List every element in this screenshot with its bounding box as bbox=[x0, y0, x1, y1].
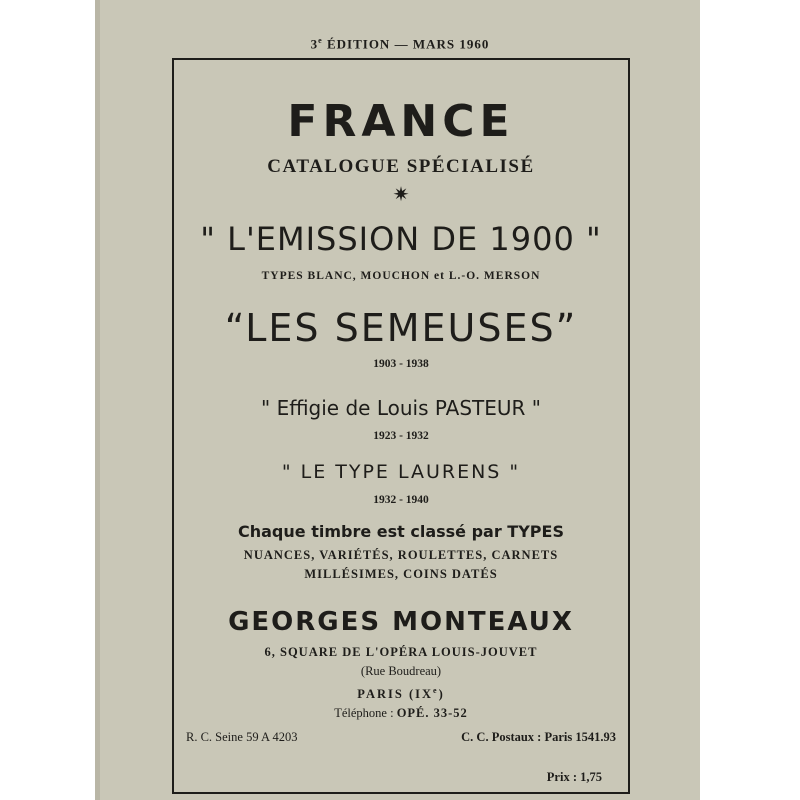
semeuses-title: “LES SEMEUSES” bbox=[224, 306, 578, 350]
classification-line-2: MILLÉSIMES, COINS DATÉS bbox=[304, 567, 498, 581]
edition-date: ÉDITION — MARS 1960 bbox=[322, 36, 490, 52]
publisher-city bbox=[174, 686, 628, 702]
postal-account: C. C. Postaux : Paris 1541.93 bbox=[461, 730, 616, 744]
cover-frame bbox=[172, 58, 630, 794]
pasteur-title: " Effigie de Louis PASTEUR " bbox=[261, 396, 541, 420]
publisher-name: GEORGES MONTEAUX bbox=[228, 607, 574, 637]
price-label: Prix : 1,75 bbox=[546, 770, 602, 784]
laurens-dates: 1932 - 1940 bbox=[373, 494, 429, 506]
star-ornament-icon: ✷ bbox=[392, 182, 410, 206]
catalogue-cover bbox=[100, 0, 700, 800]
edition-number: 3 bbox=[310, 36, 319, 52]
phone-number: OPÉ. 33-52 bbox=[396, 706, 468, 720]
pasteur-dates: 1923 - 1932 bbox=[373, 430, 429, 442]
cover-subtitle: CATALOGUE SPÉCIALISÉ bbox=[267, 156, 535, 177]
phone-label: Téléphone : bbox=[334, 706, 397, 720]
registry-number: R. C. Seine 59 A 4203 bbox=[186, 730, 298, 744]
city-end: ) bbox=[438, 687, 445, 702]
emission-title: " L'EMISSION DE 1900 " bbox=[200, 220, 602, 258]
classification-headline: Chaque timbre est classé par TYPES bbox=[238, 522, 564, 541]
publisher-street: (Rue Boudreau) bbox=[360, 664, 442, 678]
laurens-title: " LE TYPE LAURENS " bbox=[281, 461, 521, 483]
edition-line bbox=[100, 36, 700, 52]
semeuses-dates: 1903 - 1938 bbox=[373, 358, 429, 370]
edition-superscript: e bbox=[318, 36, 323, 45]
publisher-address: 6, SQUARE DE L'OPÉRA LOUIS-JOUVET bbox=[264, 645, 538, 659]
cover-title: FRANCE bbox=[287, 96, 515, 147]
emission-types: TYPES BLANC, MOUCHON et L.-O. MERSON bbox=[261, 270, 541, 282]
city-name: PARIS (IX bbox=[357, 687, 434, 702]
city-superscript: e bbox=[433, 686, 439, 695]
classification-line-1: NUANCES, VARIÉTÉS, ROULETTES, CARNETS bbox=[243, 548, 559, 562]
publisher-phone bbox=[174, 706, 628, 721]
